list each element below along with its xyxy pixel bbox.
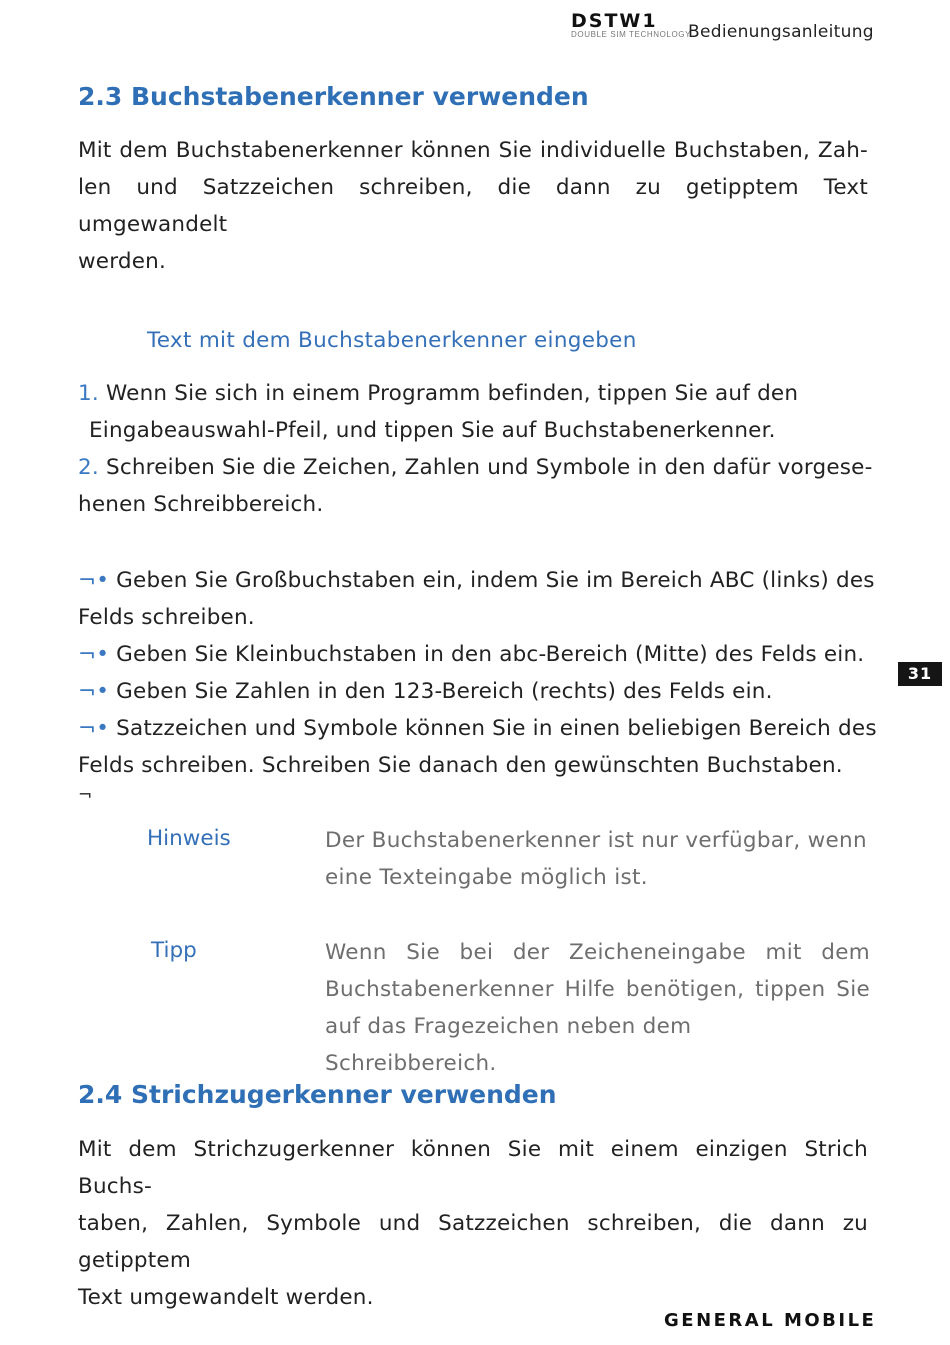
bullet-list xyxy=(78,562,878,806)
section-2-4-intro xyxy=(78,1131,868,1316)
section-heading-2-3: 2.3 Buchstabenerkenner verwenden xyxy=(78,82,589,111)
tip-line: Buchstabenerkenner Hilfe benötigen, tippen Sie xyxy=(325,977,870,1002)
brand-logo-subtitle: DOUBLE SIM TECHNOLOGY xyxy=(571,30,692,39)
bullet-text: Geben Sie Kleinbuchstaben in den abc-Bereich (Mitte) des Felds ein. xyxy=(116,642,865,667)
step-text-continued: henen Schreibbereich. xyxy=(78,492,324,517)
step-number: 1. xyxy=(78,381,99,406)
bullet-text: Geben Sie Zahlen in den 123-Bereich (rechts) des Felds ein. xyxy=(116,679,773,704)
steps-list xyxy=(78,375,878,523)
step-number: 2. xyxy=(78,455,99,480)
subheading: Text mit dem Buchstabenerkenner eingeben xyxy=(147,328,637,353)
note-line: Der Buchstabenerkenner ist nur verfügbar, wenn xyxy=(325,828,867,853)
bullet-item xyxy=(78,636,878,673)
intro-line: werden. xyxy=(78,249,167,274)
note-line: eine Texteingabe möglich ist. xyxy=(325,865,648,890)
section-heading-2-4: 2.4 Strichzugerkenner verwenden xyxy=(78,1080,557,1109)
step-text: Wenn Sie sich in einem Programm befinden, tippen Sie auf den xyxy=(105,381,799,406)
bullet-text-continued: Felds schreiben. Schreiben Sie danach den gewünschten Buchstaben. xyxy=(78,753,843,778)
bullet-text: Satzzeichen und Symbole können Sie in einen beliebigen Bereich des xyxy=(116,716,877,741)
intro-line: len und Satzzeichen schreiben, die dann zu getipptem Text umgewandelt xyxy=(78,175,868,237)
intro-line: Mit dem Strichzugerkenner können Sie mit einem einzigen Strich Buchs- xyxy=(78,1137,868,1199)
tip-line: auf das Fragezeichen neben dem Schreibbereich. xyxy=(325,1014,692,1076)
step-item xyxy=(78,449,878,486)
document-title: Bedienungsanleitung xyxy=(688,22,874,42)
tip-line: Wenn Sie bei der Zeicheneingabe mit dem xyxy=(325,940,870,965)
bullet-item xyxy=(78,673,878,710)
step-text: Schreiben Sie die Zeichen, Zahlen und Symbole in den dafür vorgese- xyxy=(105,455,873,480)
note-label: Hinweis xyxy=(147,826,231,851)
bullet-marker: ¬• xyxy=(78,716,110,741)
stray-mark: ¬ xyxy=(78,785,93,805)
note-text xyxy=(325,822,870,896)
bullet-item xyxy=(78,710,878,747)
step-text-continued: Eingabeauswahl-Pfeil, und tippen Sie auf Buchstabenerkenner. xyxy=(89,418,776,443)
section-2-3-intro xyxy=(78,132,868,280)
bullet-text: Geben Sie Großbuchstaben ein, indem Sie im Bereich ABC (links) des xyxy=(116,568,875,593)
step-item xyxy=(78,375,878,412)
bullet-marker: ¬• xyxy=(78,679,110,704)
brand-logo: DSTW1 xyxy=(571,10,658,32)
bullet-marker: ¬• xyxy=(78,642,110,667)
bullet-marker: ¬• xyxy=(78,568,110,593)
intro-line: Text umgewandelt werden. xyxy=(78,1285,374,1310)
tip-text xyxy=(325,934,870,1082)
intro-line: taben, Zahlen, Symbole und Satzzeichen schreiben, die dann zu getipptem xyxy=(78,1211,868,1273)
intro-line: Mit dem Buchstabenerkenner können Sie individuelle Buchstaben, Zah- xyxy=(78,138,868,163)
page-number-tab: 31 xyxy=(898,662,942,686)
bullet-text-continued: Felds schreiben. xyxy=(78,605,255,630)
bullet-item xyxy=(78,562,878,599)
tip-label: Tipp xyxy=(151,938,197,963)
footer-brand-logo: GENERAL MOBILE xyxy=(664,1310,877,1331)
